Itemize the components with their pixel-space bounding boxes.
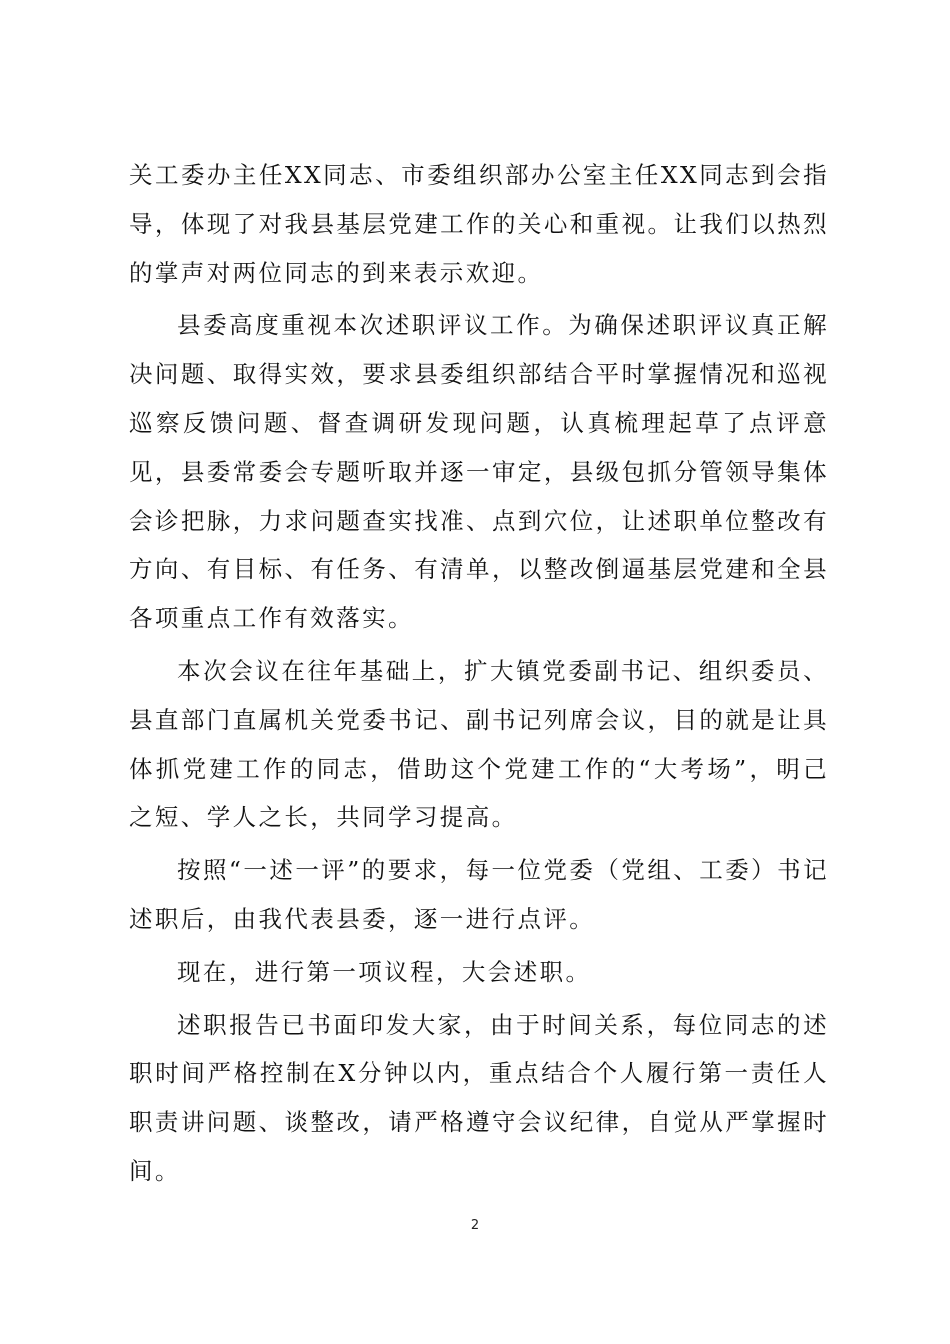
- document-body: [129, 151, 829, 1200]
- paragraph: 县委高度重视本次述职评议工作。为确保述职评议真正解决问题、取得实效，要求县委组织部结合平时掌握情况和巡视巡察反馈问题、督查调研发现问题，认真梳理起草了点评意见，县委常委会专题听取并逐一审定，县级包抓分管领导集体会诊把脉，力求问题查实找准、点到穴位，让述职单位整改有方向、有目标、有任务、有清单，以整改倒逼基层党建和全县各项重点工作有效落实。: [129, 311, 829, 633]
- paragraph: 按照“一述一评”的要求，每一位党委（党组、工委）书记述职后，由我代表县委，逐一进行点评。: [129, 856, 829, 933]
- paragraph-continuation: 关工委办主任XX同志、市委组织部办公室主任XX同志到会指导，体现了对我县基层党建工作的关心和重视。让我们以热烈的掌声对两位同志的到来表示欢迎。: [129, 161, 829, 287]
- paragraph: 述职报告已书面印发大家，由于时间关系，每位同志的述职时间严格控制在X分钟以内，重点结合个人履行第一责任人职责讲问题、谈整改，请严格遵守会议纪律，自觉从严掌握时间。: [129, 1010, 829, 1185]
- paragraph: 本次会议在往年基础上，扩大镇党委副书记、组织委员、县直部门直属机关党委书记、副书记列席会议，目的就是让具体抓党建工作的同志，借助这个党建工作的“大考场”，明己之短、学人之长，共同学习提高。: [129, 656, 829, 832]
- paragraph: 现在，进行第一项议程，大会述职。: [177, 957, 592, 986]
- page-number: 2: [470, 1218, 480, 1233]
